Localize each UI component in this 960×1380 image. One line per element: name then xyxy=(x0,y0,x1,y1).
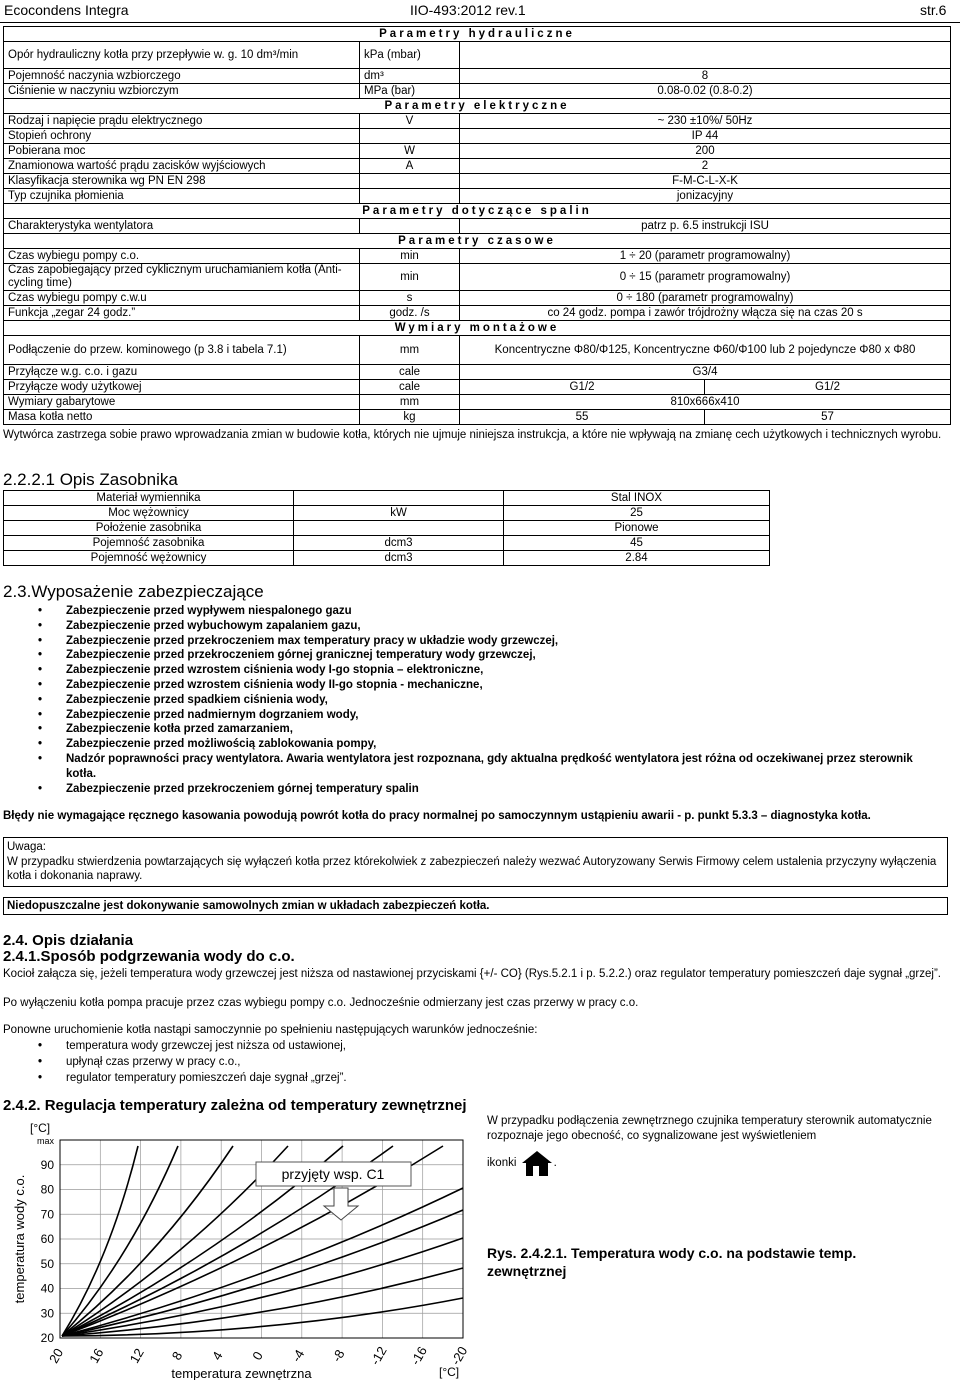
table-cell: dcm3 xyxy=(294,536,504,551)
error-note: Błędy nie wymagające ręcznego kasowania powodują powrót kotła do pracy normalnej po samoczynnym ustąpieniu awarii - p. punkt 5.3.3 – diagnostyka kotła. xyxy=(3,810,871,822)
y-tick-label: 90 xyxy=(40,1157,54,1172)
warning-box xyxy=(3,837,948,887)
section-mount: Wymiary montażowe xyxy=(4,321,951,336)
table-row: Stopień ochrony IP 44 xyxy=(4,129,951,144)
figure-caption: Rys. 2.4.2.1. Temperatura wody c.o. na podstawie temp. zewnętrznej xyxy=(487,1245,857,1279)
table-cell: dcm3 xyxy=(294,551,504,566)
section-time: Parametry czasowe xyxy=(4,234,951,249)
x-unit-label: [°C] xyxy=(439,1365,460,1379)
callout-arrow xyxy=(324,1188,358,1220)
table-cell xyxy=(294,521,504,536)
heating-curve-chart xyxy=(8,1116,478,1380)
table-cell: 25 xyxy=(504,506,770,521)
table-cell: Pionowe xyxy=(504,521,770,536)
table-row xyxy=(4,551,770,566)
y-tick-label: 60 xyxy=(40,1232,54,1246)
x-tick-label: 8 xyxy=(168,1348,186,1363)
table-row: Czas wybiegu pompy c.o. min 1 ÷ 20 (parametr programowalny) xyxy=(4,249,951,264)
header-product: Ecocondens Integra xyxy=(4,2,129,18)
x-tick-label: -4 xyxy=(288,1346,308,1365)
table-row: Czas zapobiegający przed cyklicznym uruchamianiem kotła (Anti-cycling time) min 0 ÷ 15 (parametr programowalny) xyxy=(4,264,951,291)
warning-text: W przypadku stwierdzenia powtarzających się wyłączeń kotła przez którekolwiek z zabezpieczeń należy wezwać Autoryzowany Serwis Firmowy celem ustalenia przyczyny wyłączenia kotła i dokonania naprawy. xyxy=(7,855,937,882)
list-item: • temperatura wody grzewczej jest niższa od ustawionej, xyxy=(38,1038,347,1054)
x-tick-label: -20 xyxy=(447,1343,471,1368)
section-title-wyposazenie: 2.3.Wyposażenie zabezpieczające xyxy=(3,582,264,601)
table-row xyxy=(4,491,770,506)
page-header xyxy=(0,0,960,22)
section-title-zasobnik: 2.2.2.1 Opis Zasobnika xyxy=(3,470,178,489)
table-row: Typ czujnika płomienia jonizacyjny xyxy=(4,189,951,204)
table-cell: 2.84 xyxy=(504,551,770,566)
warning-title: Uwaga: xyxy=(7,841,46,853)
list-item: • Zabezpieczenie kotła przed zamarzaniem, xyxy=(38,722,943,737)
x-tick-label: -12 xyxy=(367,1343,390,1368)
x-tick-label: 4 xyxy=(208,1348,226,1363)
list-item: • Zabezpieczenie przed wybuchowym zapalaniem gazu, xyxy=(38,619,943,634)
table-row xyxy=(4,521,770,536)
y-tick-label: 50 xyxy=(40,1256,54,1271)
section-hydraulic: Parametry hydrauliczne xyxy=(4,27,951,42)
table-cell: Pojemność wężownicy xyxy=(4,551,294,566)
table-cell: kW xyxy=(294,506,504,521)
y-tick-label: 30 xyxy=(40,1306,54,1321)
table-row: Wymiary gabarytowe mm 810x666x410 xyxy=(4,395,951,410)
x-axis-title: temperatura zewnętrzna xyxy=(171,1366,312,1380)
x-tick-label: 16 xyxy=(86,1345,107,1366)
manufacturer-note: Wytwórca zastrzega sobie prawo wprowadzania zmian w budowie kotła, których nie ujmuje niniejsza instrukcja, a które nie wpływają na zmianę cech użytkowych i technicznych wyrobu. xyxy=(3,429,942,441)
y-tick-label: 80 xyxy=(40,1182,54,1197)
section-title-dzialanie: 2.4. Opis działania xyxy=(3,932,134,949)
table-cell: Pojemność zasobnika xyxy=(4,536,294,551)
x-tick-label: 0 xyxy=(249,1348,266,1363)
table-cell: Stal INOX xyxy=(504,491,770,506)
table-row: Podłączenie do przew. kominowego (p 3.8 i tabela 7.1) mm Koncentryczne Φ80/Φ125, Koncentryczne Φ60/Φ100 lub 2 pojedyncze Φ80 x Φ80 xyxy=(4,336,951,365)
table-row: Charakterystyka wentylatora patrz p. 6.5 instrukcji ISU xyxy=(4,219,951,234)
condition-list xyxy=(38,1038,347,1086)
list-item: • Zabezpieczenie przed nadmiernym dogrzaniem wody, xyxy=(38,708,943,723)
icon-note-label: ikonki xyxy=(487,1157,517,1170)
table-row: Pojemność naczynia wzbiorczego dm³ 8 xyxy=(4,69,951,84)
sensor-note: W przypadku podłączenia zewnętrznego czujnika temperatury sterownik automatycznie rozpoznaje jego obecność, co sygnalizowane jest wyświetleniem xyxy=(487,1115,932,1142)
x-tick-label: -16 xyxy=(407,1343,430,1368)
table-row: Czas wybiegu pompy c.w.u s 0 ÷ 180 (parametr programowalny) xyxy=(4,291,951,306)
icon-note: ikonki . xyxy=(487,1148,557,1178)
protection-list xyxy=(38,604,943,796)
zasobnik-table xyxy=(3,490,770,566)
section-flue: Parametry dotyczące spalin xyxy=(4,204,951,219)
table-cell: Moc wężownicy xyxy=(4,506,294,521)
paragraph-3: Ponowne uruchomienie kotła nastąpi samoczynnie po spełnieniu następujących warunków jednocześnie: xyxy=(3,1024,538,1036)
table-cell: 45 xyxy=(504,536,770,551)
y-unit-label: [°C] xyxy=(30,1121,51,1135)
table-row: Rodzaj i napięcie prądu elektrycznego V ~ 230 ±10%/ 50Hz xyxy=(4,114,951,129)
table-row xyxy=(4,536,770,551)
table-row: Pobierana moc W 200 xyxy=(4,144,951,159)
x-tick-label: -8 xyxy=(328,1346,348,1365)
spec-table xyxy=(3,26,951,425)
subsection-title-co: 2.4.1.Sposób podgrzewania wody do c.o. xyxy=(3,948,295,965)
paragraph-1: Kocioł załącza się, jeżeli temperatura wody grzewczej jest niższa od nastawionej przyciskami {+/- CO} (Rys.5.2.1 i p. 5.2.2.) oraz regulator temperatury pomieszczeń daje sygnał „grzej”. xyxy=(3,968,941,980)
prohibition-box: Niedopuszczalne jest dokonywanie samowolnych zmian w układach zabezpieczeń kotła. xyxy=(3,897,948,915)
table-row: Ciśnienie w naczyniu wzbiorczym MPa (bar) 0.08-0.02 (0.8-0.2) xyxy=(4,84,951,99)
y-axis-title: temperatura wody c.o. xyxy=(12,1174,27,1304)
x-tick-label: 12 xyxy=(126,1345,147,1366)
table-cell: Materiał wymiennika xyxy=(4,491,294,506)
table-row xyxy=(4,506,770,521)
table-row: Przyłącze wody użytkowej cale G1/2 G1/2 xyxy=(4,380,951,395)
paragraph-2: Po wyłączeniu kotła pompa pracuje przez czas wybiegu pompy c.o. Jednocześnie odmierzany jest czas przerwy w pracy c.o. xyxy=(3,997,639,1009)
list-item: • Zabezpieczenie przed wzrostem ciśnienia wody I-go stopnia – elektroniczne, xyxy=(38,663,943,678)
house-icon xyxy=(520,1148,554,1178)
list-item: • regulator temperatury pomieszczeń daje sygnał „grzej”. xyxy=(38,1070,347,1086)
list-item: • Nadzór poprawności pracy wentylatora. Awaria wentylatora jest rozpoznana, gdy aktualna prędkość wentylatora jest różna od oczekiwanej przez sterownik kotła. xyxy=(38,752,943,782)
header-rule xyxy=(0,22,960,23)
table-row: Opór hydrauliczny kotła przy przepływie w. g. 10 dm³/min kPa (mbar) xyxy=(4,42,951,69)
table-row: Funkcja „zegar 24 godz.” godz. /s co 24 godz. pompa i zawór trójdrożny włącza się na czas 20 s xyxy=(4,306,951,321)
heating-curve xyxy=(62,1146,233,1336)
y-tick-label: 20 xyxy=(40,1331,54,1345)
list-item: • Zabezpieczenie przed możliwością zablokowania pompy, xyxy=(38,737,943,752)
y-tick-label: 70 xyxy=(40,1207,54,1222)
subsection-title-regulacja: 2.4.2. Regulacja temperatury zależna od temperatury zewnętrznej xyxy=(3,1097,467,1114)
list-item: • Zabezpieczenie przed przekroczeniem górnej granicznej temperatury wody grzewczej, xyxy=(38,648,943,663)
section-electric: Parametry elektryczne xyxy=(4,99,951,114)
table-row: Klasyfikacja sterownika wg PN EN 298 F-M-C-L-X-K xyxy=(4,174,951,189)
list-item: • Zabezpieczenie przed spadkiem ciśnienia wody, xyxy=(38,693,943,708)
list-item: • upłynął czas przerwy w pracy c.o., xyxy=(38,1054,347,1070)
list-item: • Zabezpieczenie przed wypływem niespalonego gazu xyxy=(38,604,943,619)
callout-label: przyjęty wsp. C1 xyxy=(281,1166,385,1182)
list-item: • Zabezpieczenie przed wzrostem ciśnienia wody II-go stopnia - mechaniczne, xyxy=(38,678,943,693)
heating-curve xyxy=(62,1238,463,1336)
y-tick-label: max xyxy=(36,1136,54,1146)
table-cell: Położenie zasobnika xyxy=(4,521,294,536)
list-item: • Zabezpieczenie przed przekroczeniem górnej temperatury spalin xyxy=(38,782,943,797)
header-page: str.6 xyxy=(920,2,947,18)
y-tick-label: 40 xyxy=(40,1281,54,1296)
table-row: Znamionowa wartość prądu zacisków wyjściowych A 2 xyxy=(4,159,951,174)
table-row: Masa kotła netto kg 55 57 xyxy=(4,410,951,425)
list-item: • Zabezpieczenie przed przekroczeniem max temperatury pracy w układzie wody grzewczej, xyxy=(38,634,943,649)
table-cell xyxy=(294,491,504,506)
table-row: Przyłącze w.g. c.o. i gazu cale G3/4 xyxy=(4,365,951,380)
header-docnum: IIO-493:2012 rev.1 xyxy=(410,2,526,18)
x-tick-label: 20 xyxy=(45,1345,67,1366)
